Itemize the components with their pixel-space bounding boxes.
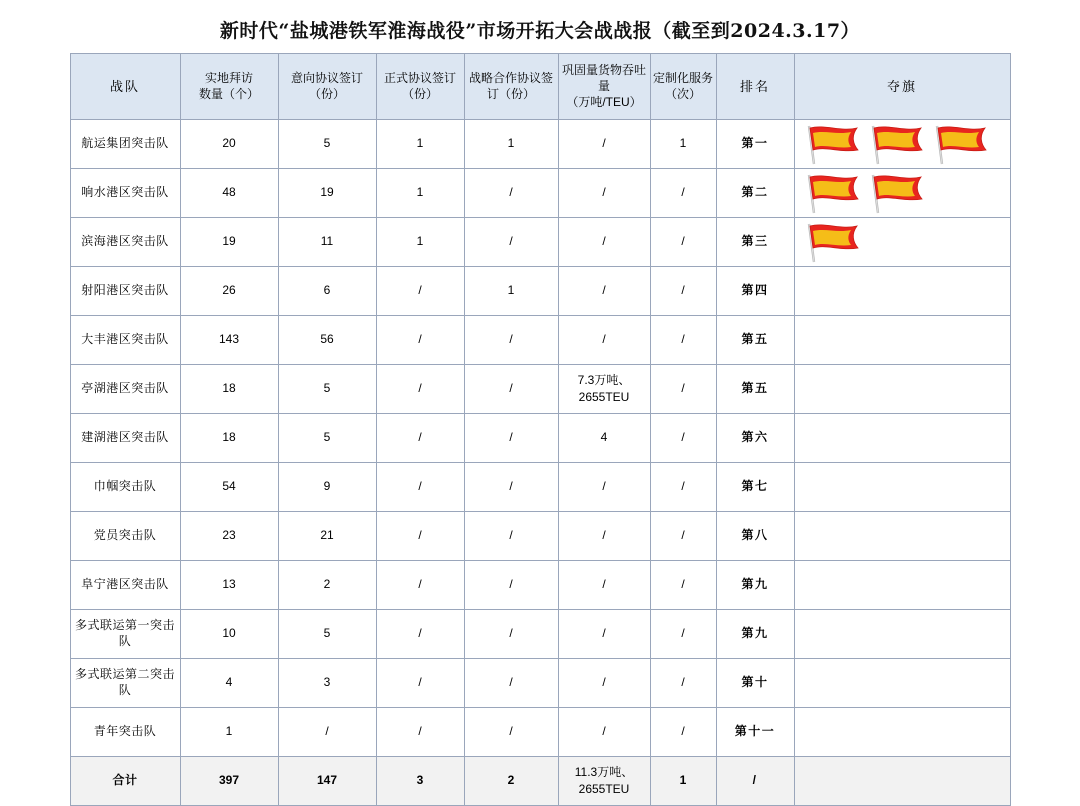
col-header-formal-line2: （份）: [401, 87, 438, 102]
cell-formal: /: [376, 413, 464, 462]
cell-formal: 1: [376, 217, 464, 266]
cell-formal: /: [376, 609, 464, 658]
table-row: [70, 511, 1010, 560]
cell-formal: /: [376, 266, 464, 315]
col-header-rank-line1: 排名: [739, 78, 770, 94]
cell-strategic: /: [464, 364, 558, 413]
cell-visits: 143: [180, 315, 278, 364]
cell-flags: [794, 119, 1010, 168]
table-row: [70, 266, 1010, 315]
cell-formal: /: [376, 364, 464, 413]
cell-intent: /: [278, 707, 376, 756]
cell-throughput: [558, 364, 650, 413]
cell-intent: 9: [278, 462, 376, 511]
cell-team: 党员突击队: [70, 511, 180, 560]
col-header-throughput-line2: （万吨/TEU）: [566, 95, 642, 110]
cell-rank: 第九: [716, 560, 794, 609]
col-header-throughput-line1: 巩固量货物吞吐量: [561, 63, 646, 94]
cell-visits: 13: [180, 560, 278, 609]
cell-strategic: /: [464, 413, 558, 462]
cell-throughput: [558, 658, 650, 707]
table-row: [70, 168, 1010, 217]
cell-throughput-line1: /: [602, 283, 606, 298]
cell-throughput-line1: 4: [600, 430, 608, 445]
cell-flags: [794, 315, 1010, 364]
cell-throughput-line1: /: [602, 479, 606, 494]
cell-visits: 26: [180, 266, 278, 315]
cell-custom: /: [650, 658, 716, 707]
col-header-formal-line1: 正式协议签订: [383, 71, 456, 86]
cell-strategic: /: [464, 707, 558, 756]
table-row: [70, 413, 1010, 462]
col-header-throughput: [558, 54, 650, 120]
header-row: [70, 54, 1010, 120]
cell-intent: 56: [278, 315, 376, 364]
cell-strategic: /: [464, 217, 558, 266]
cell-throughput-line2: 2655TEU: [578, 389, 630, 404]
table-row: [70, 315, 1010, 364]
cell-custom: /: [650, 364, 716, 413]
cell-total-flags: [794, 756, 1010, 805]
cell-intent: 21: [278, 511, 376, 560]
cell-custom: /: [650, 168, 716, 217]
cell-total-formal: 3: [376, 756, 464, 805]
table-row: [70, 560, 1010, 609]
cell-formal: /: [376, 511, 464, 560]
victory-flag-icon: [929, 122, 991, 166]
cell-rank: 第三: [716, 217, 794, 266]
cell-visits: 4: [180, 658, 278, 707]
cell-intent: 11: [278, 217, 376, 266]
cell-total-throughput-line1: 11.3万吨、: [574, 765, 634, 780]
cell-throughput: [558, 560, 650, 609]
cell-throughput: [558, 609, 650, 658]
cell-visits: 20: [180, 119, 278, 168]
cell-flags: [794, 609, 1010, 658]
cell-flags: [794, 217, 1010, 266]
col-header-formal: [376, 54, 464, 120]
cell-strategic: 1: [464, 266, 558, 315]
cell-visits: 1: [180, 707, 278, 756]
cell-total-strategic: 2: [464, 756, 558, 805]
cell-throughput-line1: /: [602, 332, 606, 347]
cell-throughput: [558, 168, 650, 217]
cell-rank: 第十: [716, 658, 794, 707]
cell-flags: [794, 413, 1010, 462]
flag-group: [801, 169, 1016, 217]
page-title: 新时代“盐城港铁军淮海战役”市场开拓大会战战报（截至到2024.3.17）: [219, 20, 861, 42]
cell-throughput-line1: 7.3万吨、: [577, 373, 631, 388]
cell-rank: 第九: [716, 609, 794, 658]
battle-report-table: [70, 53, 1011, 806]
cell-team: 响水港区突击队: [70, 168, 180, 217]
cell-flags: [794, 707, 1010, 756]
cell-formal: 1: [376, 119, 464, 168]
flag-group: [801, 218, 1016, 266]
cell-flags: [794, 364, 1010, 413]
cell-team: 青年突击队: [70, 707, 180, 756]
col-header-visits: [180, 54, 278, 120]
cell-team: 大丰港区突击队: [70, 315, 180, 364]
cell-strategic: /: [464, 511, 558, 560]
col-header-strategic-line2: 订（份）: [486, 87, 535, 102]
table-body: [70, 119, 1010, 805]
cell-strategic: /: [464, 560, 558, 609]
cell-flags: [794, 266, 1010, 315]
cell-rank: 第十一: [716, 707, 794, 756]
table-row: [70, 217, 1010, 266]
cell-flags: [794, 658, 1010, 707]
cell-custom: 1: [650, 119, 716, 168]
cell-strategic: /: [464, 168, 558, 217]
table-header: [70, 54, 1010, 120]
cell-rank: 第七: [716, 462, 794, 511]
table-total-row: [70, 756, 1010, 805]
cell-throughput-line1: /: [602, 675, 606, 690]
cell-intent: 2: [278, 560, 376, 609]
col-header-flags-line1: 夺旗: [886, 78, 917, 94]
cell-throughput: [558, 707, 650, 756]
cell-total-throughput-line2: 2655TEU: [578, 781, 630, 796]
cell-visits: 10: [180, 609, 278, 658]
cell-team: 阜宁港区突击队: [70, 560, 180, 609]
victory-flag-icon: [865, 122, 927, 166]
cell-total-label: 合计: [70, 756, 180, 805]
cell-flags: [794, 168, 1010, 217]
cell-throughput-line1: /: [602, 577, 606, 592]
col-header-custom: [650, 54, 716, 120]
cell-strategic: /: [464, 462, 558, 511]
cell-rank: 第四: [716, 266, 794, 315]
cell-strategic: 1: [464, 119, 558, 168]
cell-custom: /: [650, 707, 716, 756]
cell-intent: 5: [278, 413, 376, 462]
table-row: [70, 364, 1010, 413]
col-header-rank: [716, 54, 794, 120]
cell-visits: 18: [180, 364, 278, 413]
cell-throughput: [558, 119, 650, 168]
table-row: [70, 609, 1010, 658]
cell-formal: /: [376, 315, 464, 364]
col-header-intent-line1: 意向协议签订: [290, 71, 363, 86]
cell-flags: [794, 462, 1010, 511]
col-header-intent: [278, 54, 376, 120]
cell-team: 巾帼突击队: [70, 462, 180, 511]
cell-custom: /: [650, 413, 716, 462]
cell-rank: 第二: [716, 168, 794, 217]
col-header-strategic: [464, 54, 558, 120]
cell-total-visits: 397: [180, 756, 278, 805]
cell-visits: 54: [180, 462, 278, 511]
cell-intent: 5: [278, 364, 376, 413]
cell-throughput-line1: /: [602, 626, 606, 641]
cell-throughput: [558, 511, 650, 560]
cell-rank: 第五: [716, 364, 794, 413]
cell-rank: 第五: [716, 315, 794, 364]
cell-total-rank: /: [716, 756, 794, 805]
cell-flags: [794, 560, 1010, 609]
cell-team: 滨海港区突击队: [70, 217, 180, 266]
cell-throughput: [558, 413, 650, 462]
cell-formal: /: [376, 658, 464, 707]
cell-rank: 第六: [716, 413, 794, 462]
cell-team: 射阳港区突击队: [70, 266, 180, 315]
cell-visits: 18: [180, 413, 278, 462]
cell-custom: /: [650, 511, 716, 560]
cell-formal: /: [376, 462, 464, 511]
col-header-team: [70, 54, 180, 120]
cell-flags: [794, 511, 1010, 560]
cell-total-throughput: [558, 756, 650, 805]
cell-visits: 23: [180, 511, 278, 560]
cell-formal: 1: [376, 168, 464, 217]
cell-custom: /: [650, 462, 716, 511]
cell-strategic: /: [464, 315, 558, 364]
table-row: [70, 707, 1010, 756]
col-header-custom-line1: 定制化服务: [652, 71, 713, 86]
cell-throughput-line1: /: [602, 234, 606, 249]
cell-intent: 6: [278, 266, 376, 315]
cell-intent: 19: [278, 168, 376, 217]
cell-custom: /: [650, 217, 716, 266]
cell-team: 航运集团突击队: [70, 119, 180, 168]
cell-rank: 第一: [716, 119, 794, 168]
table-row: [70, 119, 1010, 168]
table-row: [70, 658, 1010, 707]
col-header-intent-line2: （份）: [308, 87, 345, 102]
cell-custom: /: [650, 266, 716, 315]
cell-intent: 5: [278, 119, 376, 168]
cell-throughput: [558, 217, 650, 266]
cell-throughput: [558, 315, 650, 364]
cell-throughput: [558, 462, 650, 511]
cell-team: 多式联运第二突击队: [70, 658, 180, 707]
cell-visits: 19: [180, 217, 278, 266]
col-header-visits-line2: 数量（个）: [198, 87, 259, 102]
victory-flag-icon: [801, 171, 863, 215]
cell-rank: 第八: [716, 511, 794, 560]
flag-group: [801, 120, 1016, 168]
cell-team: 多式联运第一突击队: [70, 609, 180, 658]
cell-visits: 48: [180, 168, 278, 217]
cell-team: 亭湖港区突击队: [70, 364, 180, 413]
cell-team: 建湖港区突击队: [70, 413, 180, 462]
cell-throughput: [558, 266, 650, 315]
table-row: [70, 462, 1010, 511]
cell-intent: 3: [278, 658, 376, 707]
cell-total-intent: 147: [278, 756, 376, 805]
col-header-flags: [794, 54, 1010, 120]
cell-custom: /: [650, 560, 716, 609]
cell-throughput-line1: /: [602, 724, 606, 739]
col-header-strategic-line1: 战略合作协议签: [468, 71, 553, 86]
cell-formal: /: [376, 707, 464, 756]
cell-throughput-line1: /: [602, 528, 606, 543]
cell-custom: /: [650, 315, 716, 364]
col-header-visits-line1: 实地拜访: [204, 71, 253, 86]
cell-throughput-line1: /: [602, 185, 606, 200]
cell-throughput-line1: /: [602, 136, 606, 151]
col-header-custom-line2: （次）: [664, 87, 701, 102]
cell-formal: /: [376, 560, 464, 609]
victory-flag-icon: [865, 171, 927, 215]
victory-flag-icon: [801, 122, 863, 166]
cell-custom: /: [650, 609, 716, 658]
cell-strategic: /: [464, 609, 558, 658]
victory-flag-icon: [801, 220, 863, 264]
cell-intent: 5: [278, 609, 376, 658]
col-header-team-line1: 战队: [109, 78, 140, 94]
cell-total-custom: 1: [650, 756, 716, 805]
cell-strategic: /: [464, 658, 558, 707]
